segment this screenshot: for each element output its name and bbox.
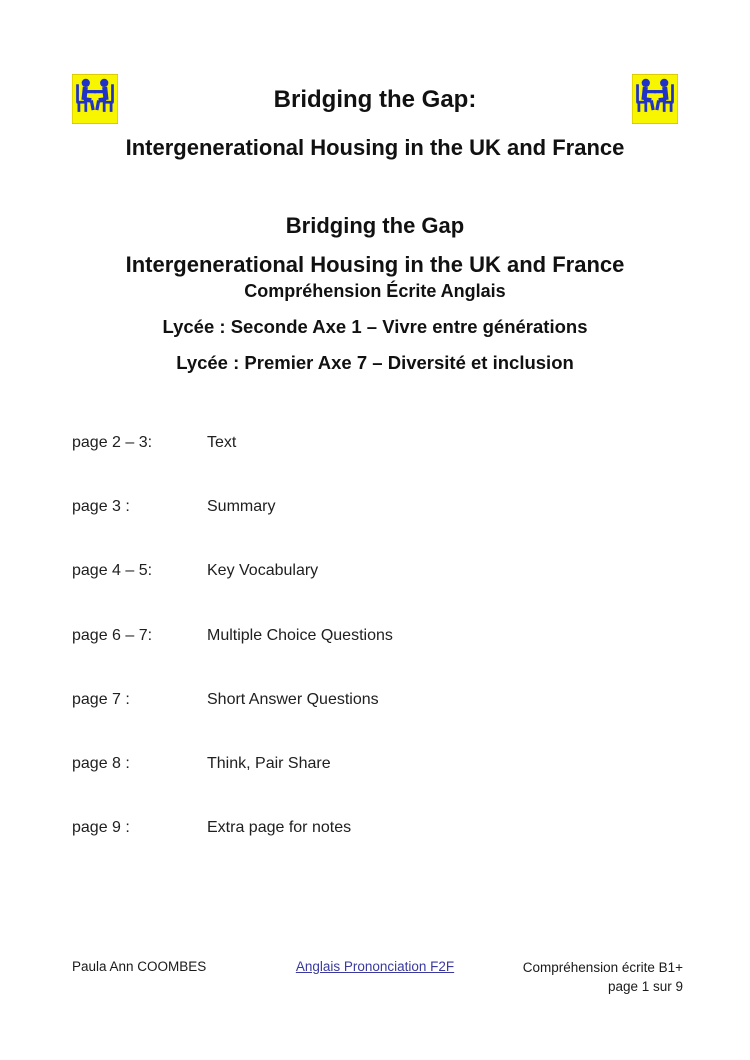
toc-row	[72, 562, 678, 626]
toc-pages: page 4 – 5:	[72, 562, 153, 580]
toc-pages: page 7 :	[72, 690, 130, 708]
footer-link[interactable]: Anglais Prononciation F2F	[295, 959, 455, 974]
toc-pages: page 3 :	[72, 498, 130, 516]
toc-row	[72, 691, 678, 755]
toc-title: Summary	[207, 498, 276, 516]
footer-author: Paula Ann COOMBES	[72, 959, 207, 974]
page-subtitle: Intergenerational Housing in the UK and France	[125, 135, 625, 160]
toc-row	[72, 755, 678, 819]
toc-row	[72, 434, 678, 498]
page-title: Bridging the Gap:	[273, 86, 477, 113]
title-block-line2: Intergenerational Housing in the UK and France	[125, 252, 625, 277]
toc-pages: page 6 – 7:	[72, 626, 153, 644]
title-block-line3: Compréhension Écrite Anglais	[244, 281, 506, 301]
toc-title: Key Vocabulary	[207, 562, 319, 580]
toc-row	[72, 819, 678, 883]
toc-pages: page 8 :	[72, 754, 130, 772]
title-block-line5: Lycée : Premier Axe 7 – Diversité et inclusion	[176, 352, 574, 373]
toc-title: Multiple Choice Questions	[207, 626, 393, 644]
toc-title: Extra page for notes	[207, 819, 352, 837]
toc-pages: page 2 – 3:	[72, 434, 153, 451]
title-block-line1: Bridging the Gap	[285, 213, 465, 238]
toc-title: Think, Pair Share	[207, 754, 331, 772]
toc-row	[72, 498, 678, 562]
title-block-line4: Lycée : Seconde Axe 1 – Vivre entre générations	[162, 316, 588, 337]
toc-pages: page 9 :	[72, 819, 130, 837]
table-of-contents	[72, 434, 678, 883]
toc-title: Text	[207, 434, 237, 451]
footer-page-number: page 1 sur 9	[607, 978, 683, 994]
toc-title: Short Answer Questions	[207, 690, 379, 708]
footer-right	[523, 959, 683, 996]
footer-level: Compréhension écrite B1+	[522, 960, 683, 975]
toc-row	[72, 627, 678, 691]
